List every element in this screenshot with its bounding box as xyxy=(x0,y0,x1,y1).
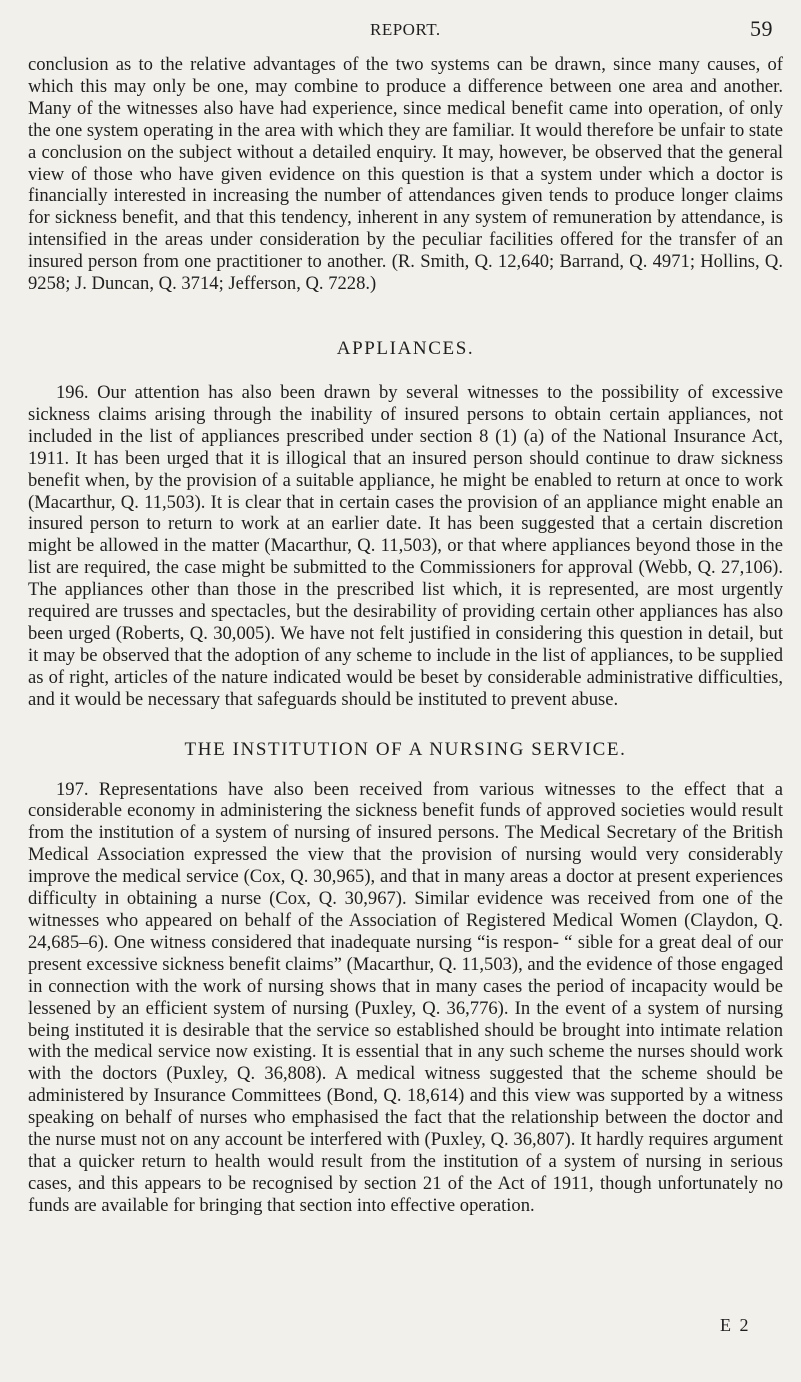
signature-mark: E 2 xyxy=(720,1315,751,1335)
paragraph-conclusion: conclusion as to the relative advantages of the two systems can be drawn, since many causes, of which this may only be one, may combine to produce a difference between one area and another. Many of the witnesses also have had experience, since medical benefit came into operation, of only the one system operating in the area with which they are familiar. It would therefore be unfair to state a conclusion on the subject without a detailed enquiry. It may, however, be observed that the general view of those who have given evidence on this question is that a system under which a doctor is financially interested in increasing the number of attendances given tends to produce longer claims for sickness benefit, and that this tendency, inherent in any system of remuneration by attendance, is intensified in the areas under consideration by the peculiar facilities offered for the transfer of an insured person from one practitioner to another. (R. Smith, Q. 12,640; Barrand, Q. 4971; Hollins, Q. 9258; J. Duncan, Q. 3714; Jefferson, Q. 7228.) xyxy=(28,54,783,295)
running-head xyxy=(28,12,783,44)
running-head-title: REPORT. xyxy=(370,20,441,39)
paragraph-196: 196. Our attention has also been drawn by several witnesses to the possibility of excessive sickness claims arising through the inability of insured persons to obtain certain appliances, not included in the list of appliances prescribed under section 8 (1) (a) of the National Insurance Act, 1911. It has been urged that it is illogical that an insured person should continue to draw sickness benefit when, by the provision of a suitable appliance, he might be enabled to return at once to work (Macarthur, Q. 11,503). It is clear that in certain cases the provision of an appliance might enable an insured person to return to work at an earlier date. It has been suggested that a certain discretion might be allowed in the matter (Macarthur, Q. 11,503), or that where appliances beyond those in the list are required, the case might be submitted to the Commissioners for approval (Webb, Q. 27,106). The appliances other than those in the prescribed list which, it is represented, are most urgently required are trusses and spectacles, but the desirability of providing certain other appliances has also been urged (Roberts, Q. 30,005). We have not felt justified in considering this question in detail, but it may be observed that the adoption of any scheme to include in the list of appliances, to be supplied as of right, articles of the nature indicated would be beset by considerable administrative difficulties, and it would be necessary that safeguards should be instituted to prevent abuse. xyxy=(28,381,783,710)
section-heading-nursing-service: THE INSTITUTION OF A NURSING SERVICE. xyxy=(184,738,627,760)
paragraph-197: 197. Representations have also been received from various witnesses to the effect that a considerable economy in administering the sickness benefit funds of approved societies would result from the institution of a system of nursing of insured persons. The Medical Secretary of the British Medical Association expressed the view that the provision of nursing would very considerably improve the medical service (Cox, Q. 30,965), and that in many areas a doctor at present experiences difficulty in obtaining a nurse (Cox, Q. 30,967). Similar evidence was received from one of the witnesses who appeared on behalf of the Association of Registered Medical Women (Claydon, Q. 24,685–6). One witness considered that inadequate nursing “is respon- “ sible for a great deal of our present excessive sickness benefit claims” (Macarthur, Q. 11,503), and the evidence of those engaged in connection with the work of nursing shows that in many cases the period of incapacity would be lessened by an efficient system of nursing (Puxley, Q. 36,776). In the event of a system of nursing being instituted it is desirable that the service so established should be brought into intimate relation with the medical service now existing. It is essential that in any such scheme the nurses should work with the doctors (Puxley, Q. 36,808). A medical witness suggested that the scheme should be administered by Insurance Committees (Bond, Q. 18,614) and this view was supported by a witness speaking on behalf of nurses who emphasised the fact that the relationship between the doctor and the nurse must not on any account be interfered with (Puxley, Q. 36,807). It hardly requires argument that a quicker return to health would result from the institution of a system of nursing in serious cases, and this appears to be recognised by section 21 of the Act of 1911, though unfortunately no funds are available for bringing that section into effective operation. xyxy=(28,778,783,1216)
section-heading-appliances: APPLIANCES. xyxy=(336,337,475,359)
page-number: 59 xyxy=(750,16,773,41)
